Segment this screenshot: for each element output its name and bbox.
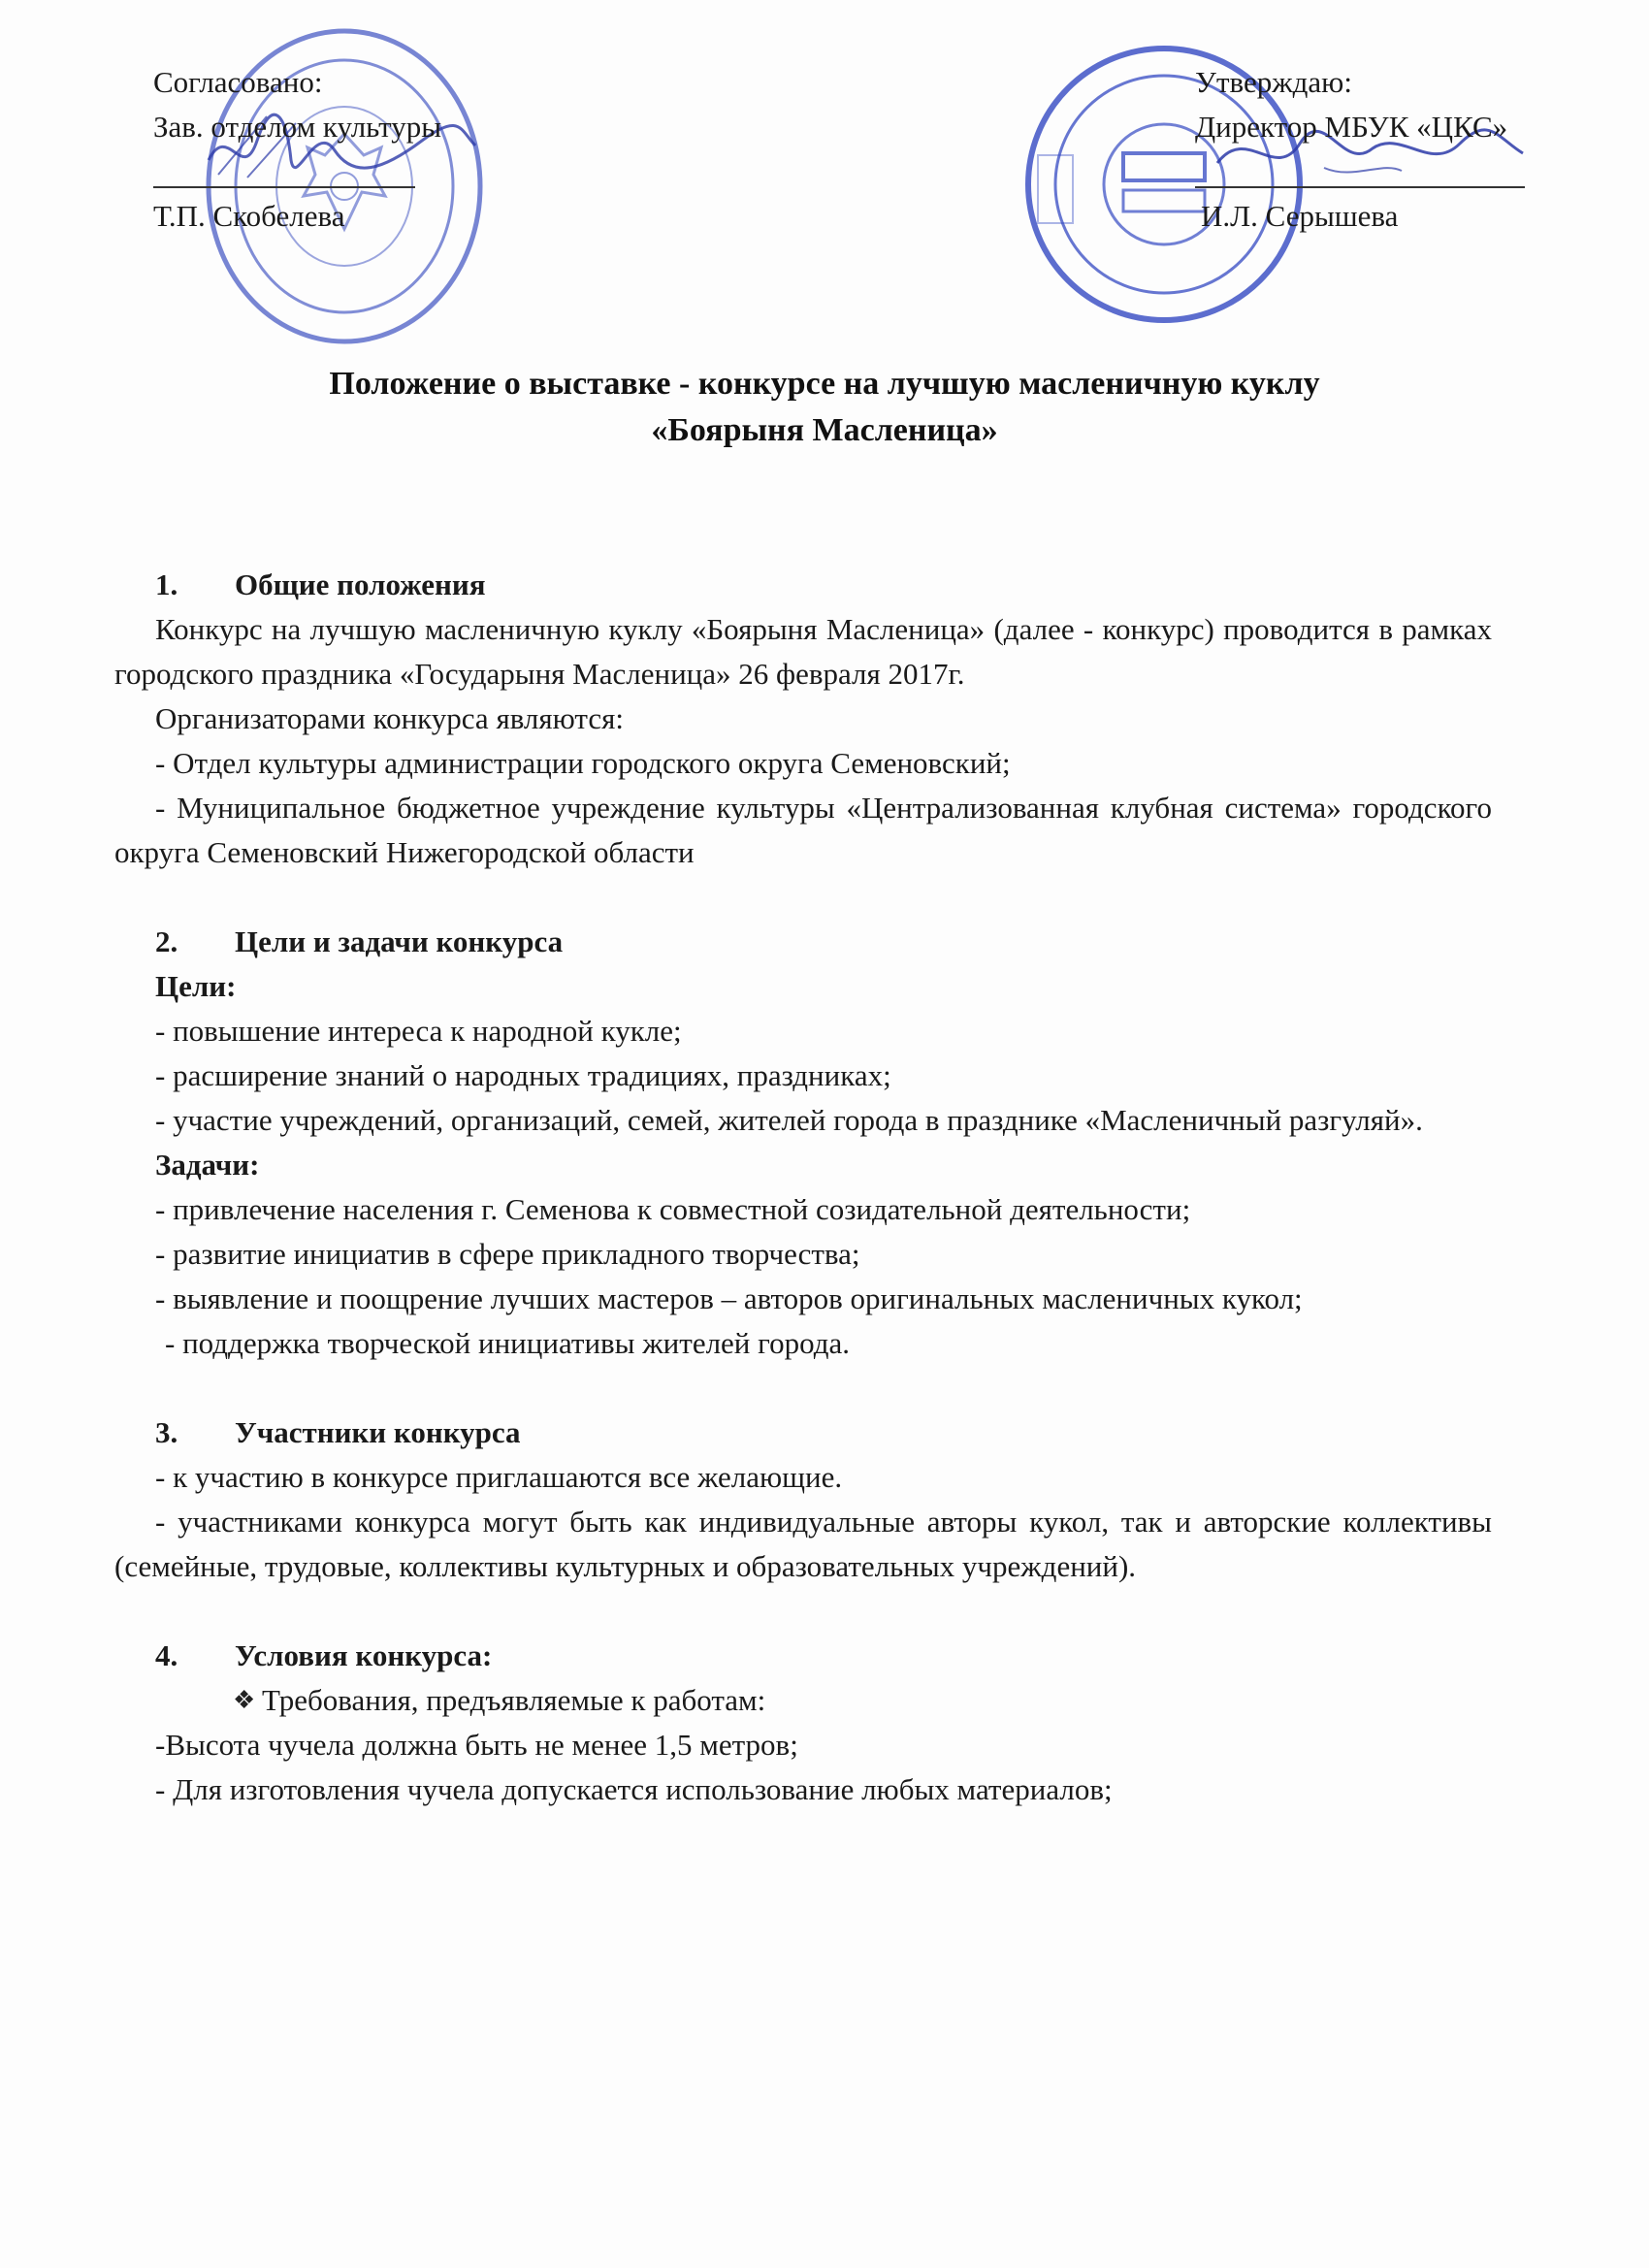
section-number: 1. [155, 567, 178, 601]
title-line-1: Положение о выставке - конкурсе на лучшую масленичную куклу [329, 366, 1320, 402]
section-title: Общие положения [235, 567, 486, 601]
agreement-label: Согласовано: [153, 65, 323, 99]
list-item: - расширение знаний о народных традициях, праздниках; [155, 1058, 891, 1092]
requirements-bullet [233, 1678, 1492, 1723]
approval-name: И.Л. Серышева [1201, 199, 1399, 233]
section-title: Цели и задачи конкурса [235, 924, 564, 958]
paragraph: - участниками конкурса могут быть как индивидуальные авторы кукол, так и авторские коллективы (семейные, трудовые, коллективы культурных и образовательных учреждений). [114, 1505, 1492, 1583]
section-conditions [114, 1634, 1492, 1812]
paragraph: Конкурс на лучшую масленичную куклу «Боярыня Масленица» (далее - конкурс) проводится в рамках городского праздника «Государыня Масленица» 26 февраля 2017г. [114, 612, 1492, 691]
tasks-label: Задачи: [155, 1148, 260, 1182]
paragraph: - Муниципальное бюджетное учреждение культуры «Централизованная клубная система» городского округа Семеновский Нижегородской области [114, 791, 1492, 869]
list-item: - привлечение населения г. Семенова к совместной созидательной деятельности; [155, 1192, 1191, 1226]
goals-label: Цели: [155, 969, 237, 1003]
title-line-2: «Боярыня Масленица» [651, 412, 998, 448]
approval-signature-line [1195, 149, 1525, 188]
paragraph: - Отдел культуры администрации городского округа Семеновский; [155, 746, 1011, 780]
approval-position: Директор МБУК «ЦКС» [1195, 110, 1508, 144]
agreement-name: Т.П. Скобелева [153, 199, 345, 233]
section-general [114, 563, 1492, 875]
section-goals [114, 920, 1492, 1366]
agreement-position: Зав. отделом культуры [153, 110, 442, 144]
section-participants [114, 1410, 1492, 1589]
agreement-block [153, 60, 561, 239]
section-title: Участники конкурса [235, 1415, 521, 1449]
agreement-signature-line [153, 149, 415, 188]
list-item: - повышение интереса к народной кукле; [155, 1014, 682, 1048]
bullet-text: Требования, предъявляемые к работам: [262, 1683, 766, 1717]
approval-block [1195, 60, 1564, 239]
list-item: -Высота чучела должна быть не менее 1,5 метров; [155, 1728, 798, 1762]
section-heading [114, 1634, 1492, 1678]
document-title [146, 361, 1504, 454]
section-title: Условия конкурса: [235, 1638, 493, 1672]
list-item: - поддержка творческой инициативы жителей города. [165, 1326, 850, 1360]
list-item: - выявление и поощрение лучших мастеров – авторов оригинальных масленичных кукол; [155, 1281, 1303, 1315]
approval-label: Утверждаю: [1195, 65, 1352, 99]
section-number: 2. [155, 924, 178, 958]
section-heading [114, 920, 1492, 964]
list-item: - Для изготовления чучела допускается использование любых материалов; [155, 1772, 1113, 1806]
paragraph: - к участию в конкурсе приглашаются все желающие. [155, 1460, 843, 1494]
section-heading [114, 563, 1492, 607]
diamond-bullet-icon: ❖ [233, 1686, 256, 1714]
document-body [114, 563, 1492, 1812]
list-item: - участие учреждений, организаций, семей, жителей города в празднике «Масленичный разгуляй». [155, 1103, 1423, 1137]
section-number: 3. [155, 1415, 178, 1449]
list-item: - развитие инициатив в сфере прикладного творчества; [155, 1237, 860, 1271]
section-heading [114, 1410, 1492, 1455]
section-number: 4. [155, 1638, 178, 1672]
paragraph: Организаторами конкурса являются: [155, 701, 624, 735]
